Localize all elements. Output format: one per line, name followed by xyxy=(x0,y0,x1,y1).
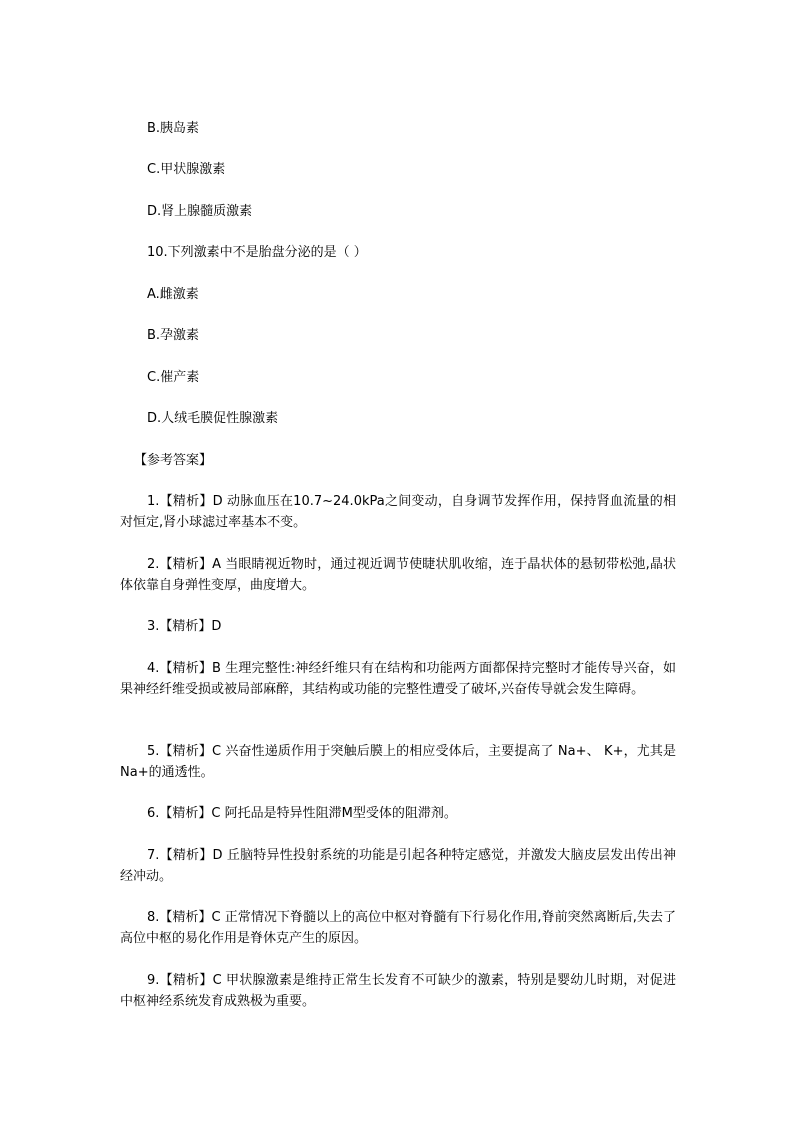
answer-2: 2.【精析】A 当眼睛视近物时，通过视近调节使睫状肌收缩，连于晶状体的悬韧带松弛,晶状体依靠自身弹性变厚，曲度增大。 xyxy=(120,557,676,593)
q10-option-d: D.人绒毛膜促性腺激素 xyxy=(147,411,279,426)
answers-heading: 【参考答案】 xyxy=(134,453,213,468)
q10-option-b: B.孕激素 xyxy=(147,328,200,343)
answer-9: 9.【精析】C 甲状腺激素是维持正常生长发育不可缺少的激素，特别是婴幼儿时期，对促进中枢神经系统发育成熟极为重要。 xyxy=(120,973,676,1009)
q10-stem: 10.下列激素中不是胎盘分泌的是（ ） xyxy=(147,245,367,260)
answer-6: 6.【精析】C 阿托品是特异性阻滞M型受体的阻滞剂。 xyxy=(147,806,457,821)
answer-5: 5.【精析】C 兴奋性递质作用于突触后膜上的相应受体后，主要提高了 Na+、 K+，尤其是Na+的通透性。 xyxy=(120,744,676,780)
answer-8: 8.【精析】C 正常情况下脊髓以上的高位中枢对脊髓有下行易化作用,脊前突然离断后,失去了高位中枢的易化作用是脊休克产生的原因。 xyxy=(120,910,676,946)
q10-option-c: C.催产素 xyxy=(147,370,200,385)
q9-option-d: D.肾上腺髓质激素 xyxy=(147,204,253,219)
q9-option-c: C.甲状腺激素 xyxy=(147,162,226,177)
answer-1: 1.【精析】D 动脉血压在10.7~24.0kPa之间变动，自身调节发挥作用，保持肾血流量的相对恒定,肾小球滤过率基本不变。 xyxy=(120,494,676,530)
answer-4: 4.【精析】B 生理完整性:神经纤维只有在结构和功能两方面都保持完整时才能传导兴奋，如果神经纤维受损或被局部麻醉，其结构或功能的完整性遭受了破坏,兴奋传导就会发生障碍。 xyxy=(120,661,676,697)
answer-7: 7.【精析】D 丘脑特异性投射系统的功能是引起各种特定感觉，并激发大脑皮层发出传出神经冲动。 xyxy=(120,848,676,884)
answer-3: 3.【精析】D xyxy=(147,619,222,634)
q10-option-a: A.雌激素 xyxy=(147,287,199,302)
q9-option-b: B.胰岛素 xyxy=(147,121,200,136)
